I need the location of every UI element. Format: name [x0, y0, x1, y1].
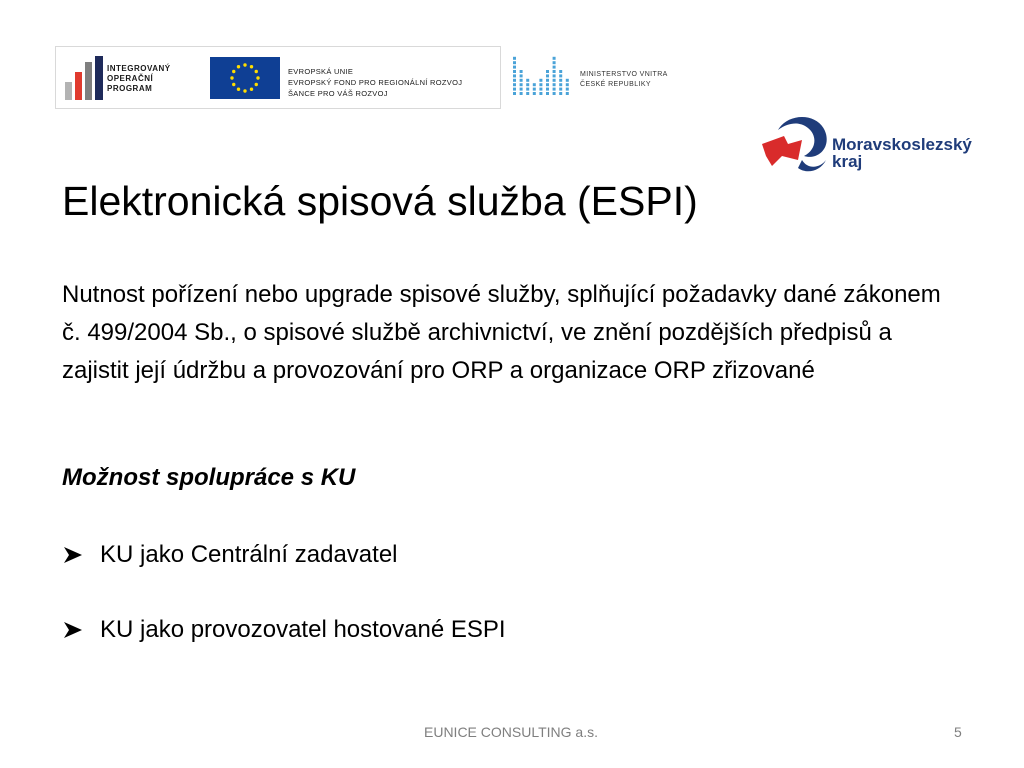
ministry-dot	[559, 70, 562, 73]
ministry-dot	[520, 83, 523, 86]
ministry-dot	[539, 88, 542, 91]
eu-star	[237, 65, 240, 68]
eu-star	[250, 88, 253, 91]
ministry-dot	[513, 79, 516, 82]
ministry-dot	[553, 88, 556, 91]
region-logo-icon	[758, 110, 836, 178]
ministry-dot	[526, 83, 529, 86]
ministry-dot	[520, 74, 523, 77]
eu-star	[243, 89, 246, 92]
eu-line: ŠANCE PRO VÁŠ ROZVOJ	[288, 89, 388, 98]
region-line: Moravskoslezský	[832, 135, 972, 154]
eu-star	[255, 83, 258, 86]
ministry-dot	[513, 88, 516, 91]
ministry-line: ČESKÉ REPUBLIKY	[580, 81, 651, 88]
eu-line: EVROPSKÁ UNIE	[288, 67, 354, 76]
bullet-text: KU jako Centrální zadavatel	[100, 541, 398, 568]
iop-line: PROGRAM	[107, 84, 153, 93]
bullet-item	[62, 616, 506, 644]
eu-star	[237, 88, 240, 91]
ministry-dot	[553, 92, 556, 95]
ministry-dot	[553, 83, 556, 86]
eu-star	[232, 83, 235, 86]
ministry-dot	[546, 70, 549, 73]
ministry-dot	[539, 79, 542, 82]
ministry-dot	[539, 92, 542, 95]
bullet-item	[62, 541, 398, 569]
ministry-dot	[513, 92, 516, 95]
ministry-dot	[553, 61, 556, 64]
ministry-dot	[553, 79, 556, 82]
ministry-dot	[513, 61, 516, 64]
ministry-dot	[566, 79, 569, 82]
ministry-dot	[520, 70, 523, 73]
ministry-dot	[566, 92, 569, 95]
ministry-dot	[526, 92, 529, 95]
logo-strip	[55, 46, 501, 109]
iop-logo-icon	[65, 56, 105, 100]
ministry-dot	[520, 88, 523, 91]
ministry-dot	[559, 92, 562, 95]
ministry-dot	[559, 83, 562, 86]
ministry-dot	[513, 83, 516, 86]
ministry-dot	[533, 92, 536, 95]
arrow-bullet-icon	[62, 620, 84, 640]
ministry-dot	[546, 92, 549, 95]
ministry-dot	[526, 79, 529, 82]
ministry-dot	[533, 88, 536, 91]
eu-label	[288, 66, 462, 99]
slide-title: Elektronická spisová služba (ESPI)	[62, 178, 698, 224]
eu-star	[250, 65, 253, 68]
slide-paragraph: Nutnost pořízení nebo upgrade spisové služby, splňující požadavky dané zákonem č. 499/2004 Sb., o spisové službě archivnictví, ve znění pozdějších předpisů a zajistit její údržbu a provozování pro ORP a organizace ORP zřizované	[62, 281, 941, 384]
eu-flag-icon	[210, 57, 280, 99]
ministry-dot	[513, 74, 516, 77]
iop-line: INTEGROVANÝ	[107, 64, 171, 73]
ministry-dot	[553, 74, 556, 77]
ministry-dot	[520, 92, 523, 95]
ministry-line: MINISTERSTVO VNITRA	[580, 71, 668, 78]
ministry-dot	[553, 57, 556, 60]
ministry-dot	[566, 83, 569, 86]
bullet-text: KU jako provozovatel hostované ESPI	[100, 616, 506, 643]
ministry-dot	[520, 79, 523, 82]
eu-star	[232, 70, 235, 73]
ministry-dot	[559, 79, 562, 82]
ministry-dot	[526, 88, 529, 91]
eu-star	[256, 76, 259, 79]
eu-line: EVROPSKÝ FOND PRO REGIONÁLNÍ ROZVOJ	[288, 78, 463, 87]
ministry-dot	[559, 74, 562, 77]
ministry-dot	[513, 66, 516, 69]
slide-subheading: Možnost spolupráce s KU	[62, 464, 356, 491]
ministry-dot	[559, 88, 562, 91]
ministry-dot	[533, 83, 536, 86]
eu-star	[255, 70, 258, 73]
ministry-dot	[553, 66, 556, 69]
ministry-dot	[546, 79, 549, 82]
eu-star	[230, 76, 233, 79]
page-number: 5	[954, 724, 962, 740]
ministry-dot	[553, 70, 556, 73]
ministry-dot	[539, 83, 542, 86]
ministry-dot	[546, 88, 549, 91]
ministry-dot	[546, 74, 549, 77]
iop-line: OPERAČNÍ	[107, 74, 154, 83]
eu-star	[243, 63, 246, 66]
arrow-bullet-icon	[62, 545, 84, 565]
footer-company: EUNICE CONSULTING a.s.	[424, 724, 598, 740]
ministry-label	[580, 70, 668, 90]
ministry-dot	[566, 88, 569, 91]
ministry-dot	[513, 57, 516, 60]
region-line: kraj	[832, 152, 863, 171]
ministry-dot	[546, 83, 549, 86]
iop-label	[107, 64, 171, 94]
ministry-dot	[513, 70, 516, 73]
ministry-logo-icon	[511, 55, 573, 97]
region-label	[832, 136, 972, 170]
